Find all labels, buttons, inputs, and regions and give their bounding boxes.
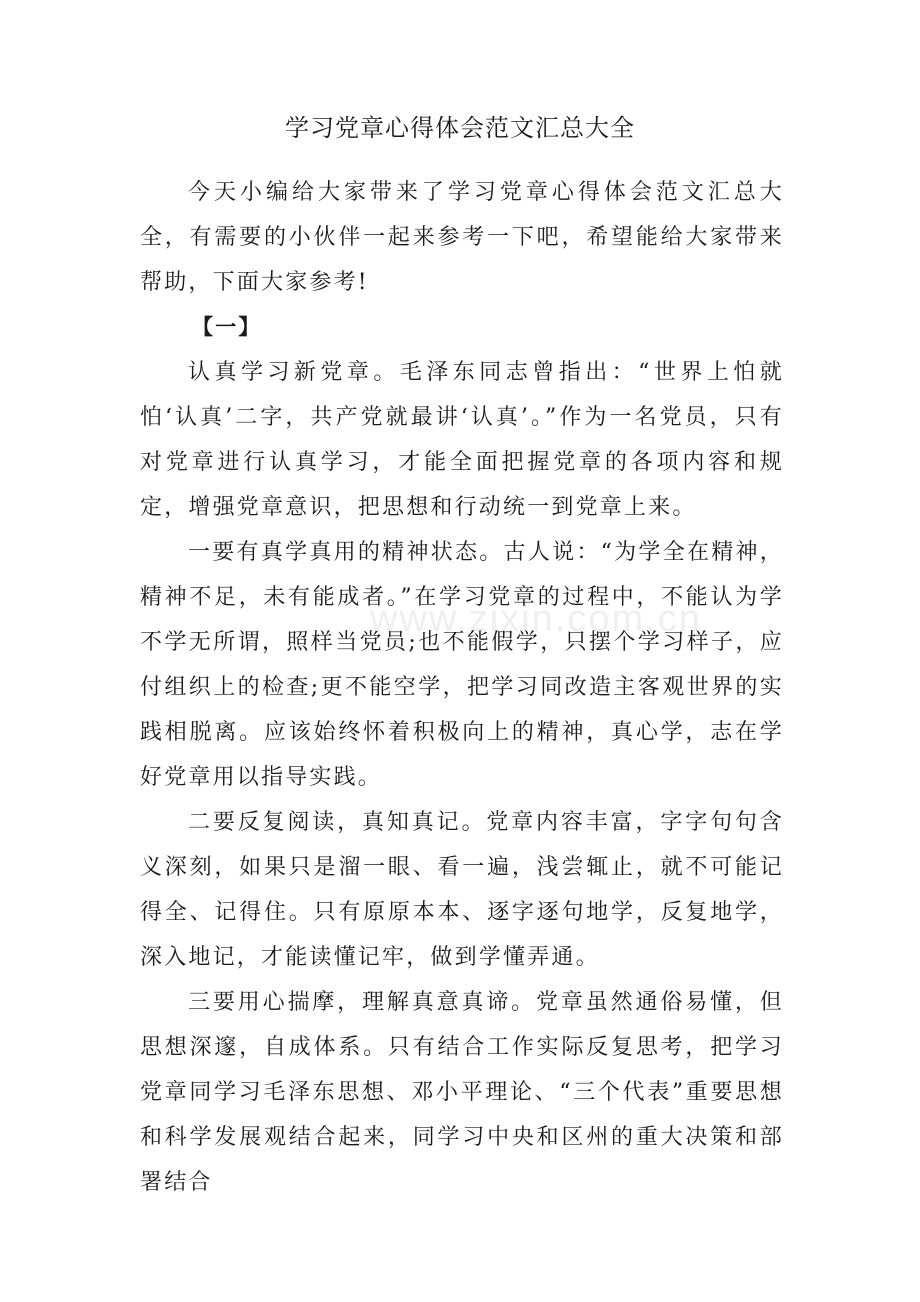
body-paragraph: 一要有真学真用的精神状态。古人说：“为学全在精神，精神不足，未有能成者。”在学习党章的过程中，不能认为学不学无所谓，照样当党员;也不能假学，只摆个学习样子，应付组织上的检查;更不能空学，把学习同改造主客观世界的实践相脱离。应该始终怀着积极向上的精神，真心学，志在学好党章用以指导实践。 (140, 540, 784, 790)
document-title: 学习党章心得体会范文汇总大全 (285, 114, 635, 142)
body-paragraph: 二要反复阅读，真知真记。党章内容丰富，字字句句含义深刻，如果只是溜一眼、看一遍，浅尝辄止，就不可能记得全、记得住。只有原原本本、逐字逐句地学，反复地学，深入地记，才能读懂记牢，做到学懂弄通。 (140, 810, 784, 970)
section-heading: 【一】 (192, 315, 262, 339)
body-paragraph: 三要用心揣摩，理解真意真谛。党章虽然通俗易懂，但思想深邃，自成体系。只有结合工作实际反复思考，把学习党章同学习毛泽东思想、邓小平理论、“三个代表”重要思想和科学发展观结合起来，同学习中央和区州的重大决策和部署结合 (140, 990, 784, 1195)
watermark: www.zixin.com.cn (370, 598, 702, 640)
intro-paragraph: 今天小编给大家带来了学习党章心得体会范文汇总大全，有需要的小伙伴一起来参考一下吧，希望能给大家带来帮助，下面大家参考! (140, 180, 784, 295)
document-body (140, 170, 784, 1205)
body-paragraph: 认真学习新党章。毛泽东同志曾指出：“世界上怕就怕‘认真’二字，共产党就最讲‘认真’。”作为一名党员，只有对党章进行认真学习，才能全面把握党章的各项内容和规定，增强党章意识，把思想和行动统一到党章上来。 (140, 360, 784, 520)
